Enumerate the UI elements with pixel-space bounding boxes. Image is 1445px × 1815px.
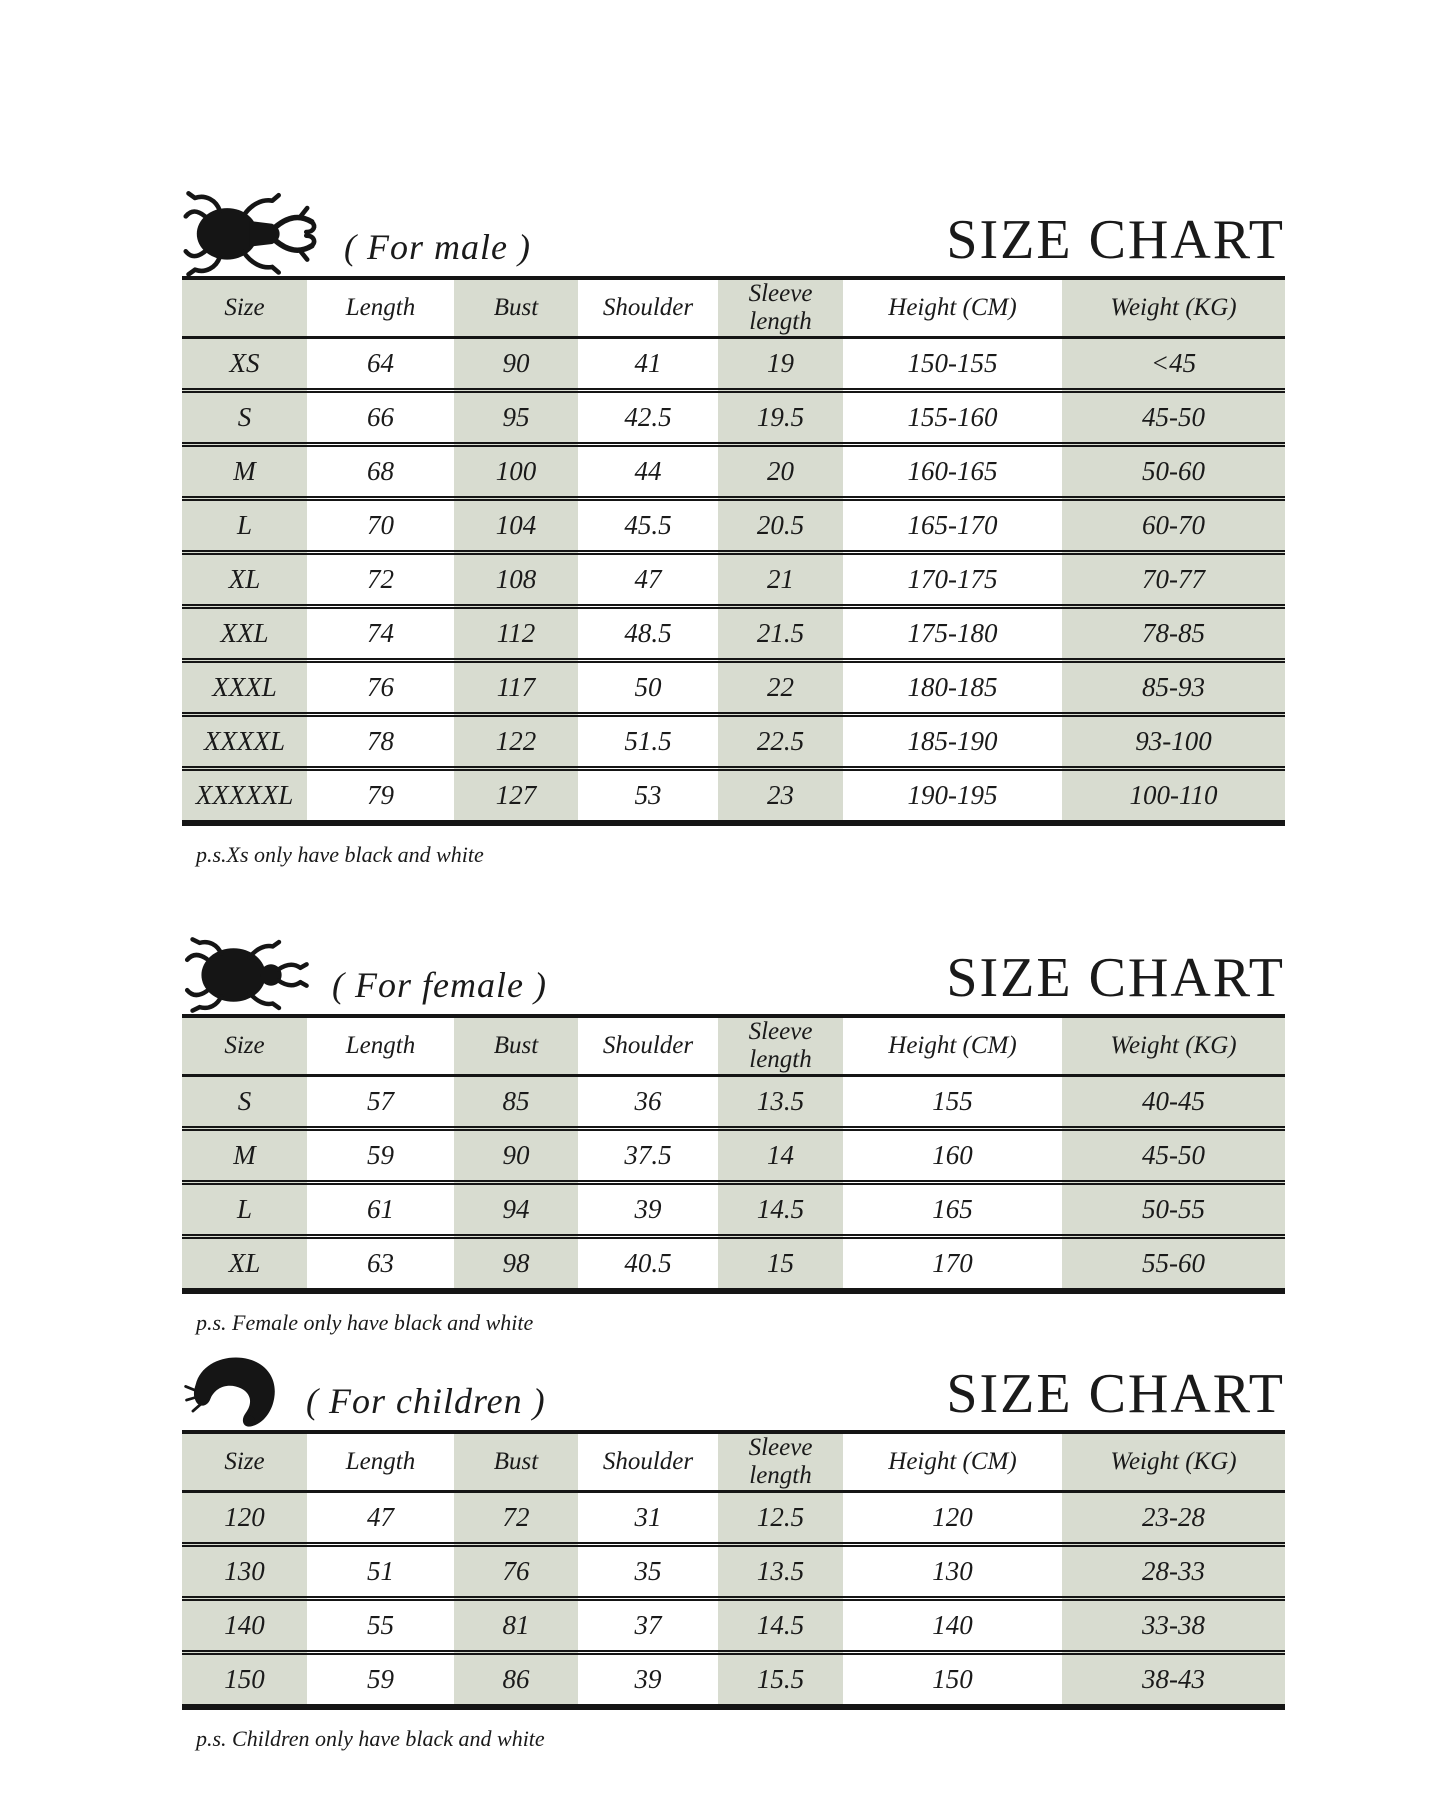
column-header: Height (CM) [843,1016,1062,1076]
table-cell: 104 [454,499,578,553]
table-cell: 170 [843,1237,1062,1292]
column-header: Height (CM) [843,1432,1062,1492]
table-cell: 38-43 [1062,1653,1285,1708]
table-cell: 19 [718,338,843,391]
table-row [182,607,1285,661]
table-cell: 31 [634,1502,662,1532]
larva-icon [182,1350,284,1432]
table-cell: 60-70 [1062,499,1285,553]
table-cell: 47 [367,1502,394,1532]
column-header: Weight (KG) [1062,278,1285,338]
table-row [182,1129,1285,1183]
table-cell: 21.5 [718,607,843,661]
table-cell: 22.5 [718,715,843,769]
table-cell: 70 [307,499,454,553]
column-header: Sleeve length [718,1432,843,1492]
table-cell: 42.5 [578,391,718,445]
table-cell: 78-85 [1062,607,1285,661]
table-cell: 74 [307,607,454,661]
table-cell: 37.5 [578,1129,718,1183]
table-cell: 15 [718,1237,843,1292]
table-cell: 23 [718,769,843,824]
table-cell: XXXXL [182,715,307,769]
section-label: ( For male ) [344,227,531,267]
table-cell: 185-190 [843,715,1062,769]
table-row [182,1183,1285,1237]
column-header: Length [307,1432,454,1492]
table-cell: 81 [454,1599,578,1653]
table-cell: 93-100 [1062,715,1285,769]
table-cell: L [182,1183,307,1237]
table-cell: 51 [307,1545,454,1599]
table-cell: 41 [634,348,662,378]
table-cell: 19.5 [718,391,843,445]
column-header: Bust [454,1432,578,1492]
header-row [182,278,1285,338]
table-row [182,1237,1285,1292]
column-header: Shoulder [578,1016,718,1076]
table-cell: 95 [454,391,578,445]
table-cell: 45-50 [1062,391,1285,445]
table-cell: 50-55 [1062,1183,1285,1237]
column-header: Weight (KG) [1062,1016,1285,1076]
table-cell: 55-60 [1062,1237,1285,1292]
table-cell: 76 [307,661,454,715]
table-row [182,338,1285,391]
table-cell: 40-45 [1062,1076,1285,1129]
column-header: Shoulder [578,278,718,338]
table-cell: XS [182,338,307,391]
table-cell: 140 [182,1599,307,1653]
table-cell: 160 [843,1129,1062,1183]
table-cell: 47 [578,553,718,607]
column-header: Sleeve length [718,1016,843,1076]
table-cell: S [182,1076,307,1129]
size-chart-title: SIZE CHART [946,947,1285,1009]
column-header: Bust [454,278,578,338]
table-row [182,661,1285,715]
table-cell: 37 [578,1599,718,1653]
table-row [182,1545,1285,1599]
table-cell: 63 [307,1237,454,1292]
table-row [182,445,1285,499]
table-cell: 57 [367,1086,394,1116]
header-row [182,1016,1285,1076]
table-cell: XL [182,553,307,607]
table-cell: 35 [578,1545,718,1599]
section-children-header [182,1360,1285,1430]
table-row [182,1599,1285,1653]
table-cell: 180-185 [843,661,1062,715]
table-cell: 140 [843,1599,1062,1653]
column-header: Length [307,278,454,338]
table-cell: 108 [454,553,578,607]
note-male: p.s.Xs only have black and white [196,842,484,867]
table-cell: 165-170 [843,499,1062,553]
column-header: Size [182,1016,307,1076]
column-header: Length [307,1016,454,1076]
table-row [182,769,1285,824]
table-cell: 14 [718,1129,843,1183]
table-cell: 33-38 [1062,1599,1285,1653]
table-cell: 51.5 [578,715,718,769]
note-female: p.s. Female only have black and white [196,1310,534,1335]
table-cell: 165 [843,1183,1062,1237]
size-table-female [182,1014,1285,1294]
table-cell: 50 [578,661,718,715]
table-cell: 13.5 [718,1076,843,1129]
table-cell: 72 [307,553,454,607]
table-cell: 12.5 [718,1492,843,1545]
column-header: Sleeve length [718,278,843,338]
table-cell: M [182,445,307,499]
table-cell: 150-155 [907,348,998,378]
table-cell: 21 [718,553,843,607]
table-cell: 117 [454,661,578,715]
size-chart-title: SIZE CHART [946,1363,1285,1425]
table-cell: 86 [454,1653,578,1708]
table-cell: 36 [634,1086,662,1116]
table-cell: 100 [454,445,578,499]
table-cell: 64 [367,348,394,378]
table-cell: 155 [932,1086,973,1116]
table-cell: 90 [454,338,578,391]
table-cell: 120 [182,1492,307,1545]
beetle-icon [182,934,310,1016]
table-cell: 90 [454,1129,578,1183]
table-cell: 85-93 [1062,661,1285,715]
table-cell: 78 [307,715,454,769]
table-cell: 127 [454,769,578,824]
table-cell: 48.5 [578,607,718,661]
table-cell: 40.5 [578,1237,718,1292]
note-children: p.s. Children only have black and white [196,1726,545,1751]
table-cell: 130 [182,1545,307,1599]
table-cell: 22 [718,661,843,715]
table-cell: 39 [578,1183,718,1237]
table-cell: 28-33 [1062,1545,1285,1599]
table-cell: 39 [578,1653,718,1708]
table-cell: 45-50 [1062,1129,1285,1183]
table-cell: L [182,499,307,553]
column-header: Bust [454,1016,578,1076]
table-cell: 20 [718,445,843,499]
table-cell: 79 [307,769,454,824]
section-female-header [182,926,1285,1014]
stag-beetle-icon [182,186,322,278]
column-header: Size [182,1432,307,1492]
table-cell: M [182,1129,307,1183]
table-cell: 70-77 [1062,553,1285,607]
section-children [182,1360,1285,1752]
table-row [182,1076,1285,1129]
column-header: Shoulder [578,1432,718,1492]
table-cell: 68 [307,445,454,499]
table-row [182,1492,1285,1545]
size-table-male [182,276,1285,826]
table-cell: 85 [454,1076,578,1129]
table-cell: 61 [307,1183,454,1237]
table-row [182,553,1285,607]
table-cell: 150 [843,1653,1062,1708]
section-label: ( For female ) [332,965,547,1005]
table-cell: 50-60 [1062,445,1285,499]
table-cell: <45 [1062,338,1285,391]
table-cell: 53 [578,769,718,824]
table-cell: 13.5 [718,1545,843,1599]
section-label: ( For children ) [306,1381,546,1421]
table-cell: 76 [454,1545,578,1599]
table-cell: 120 [932,1502,973,1532]
table-cell: 72 [454,1492,578,1545]
table-cell: 150 [182,1653,307,1708]
column-header: Weight (KG) [1062,1432,1285,1492]
table-cell: 23-28 [1062,1492,1285,1545]
table-cell: XXXL [182,661,307,715]
table-cell: 55 [307,1599,454,1653]
section-male [182,180,1285,868]
table-cell: 122 [454,715,578,769]
table-cell: 14.5 [718,1183,843,1237]
table-cell: S [182,391,307,445]
table-row [182,391,1285,445]
table-cell: 100-110 [1062,769,1285,824]
column-header: Size [182,278,307,338]
table-cell: 175-180 [843,607,1062,661]
table-cell: XL [182,1237,307,1292]
table-cell: 170-175 [843,553,1062,607]
table-cell: 112 [454,607,578,661]
table-row [182,499,1285,553]
table-cell: 98 [454,1237,578,1292]
size-chart-title: SIZE CHART [946,209,1285,271]
table-cell: 130 [843,1545,1062,1599]
section-male-header [182,180,1285,276]
table-cell: 20.5 [718,499,843,553]
section-female [182,926,1285,1336]
table-cell: 190-195 [843,769,1062,824]
table-cell: 44 [578,445,718,499]
table-cell: 15.5 [718,1653,843,1708]
table-cell: 94 [454,1183,578,1237]
table-cell: 14.5 [718,1599,843,1653]
table-cell: 160-165 [843,445,1062,499]
table-cell: 45.5 [578,499,718,553]
table-cell: 66 [307,391,454,445]
table-cell: 59 [307,1653,454,1708]
table-row [182,715,1285,769]
table-cell: XXXXXL [182,769,307,824]
header-row [182,1432,1285,1492]
table-cell: 155-160 [843,391,1062,445]
table-cell: 59 [307,1129,454,1183]
size-table-children [182,1430,1285,1710]
table-row [182,1653,1285,1708]
column-header: Height (CM) [843,278,1062,338]
table-cell: XXL [182,607,307,661]
